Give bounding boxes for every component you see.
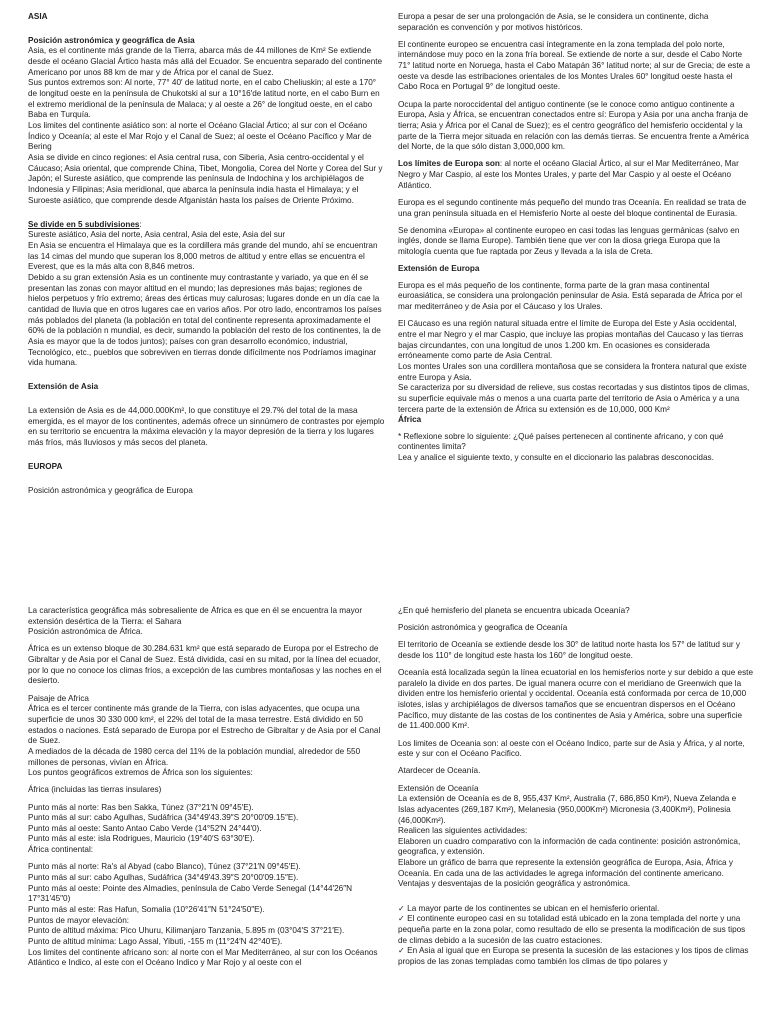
heading-extension-europa: Extensión de Europa bbox=[398, 264, 480, 274]
paragraph: El continente europeo se encuentra casi íntegramente en la zona templada del polo norte, internándose muy poco en la zona fría boreal. Se extiende de norte a sur, desde el Cabo Norte 71° latitud norte en Noruega, hasta el Cabo Matapán 36° latitud norte; al sur de Grecia; de este a oeste va desde las estribaciones orientales de los Montes Urales 60° longitud oeste hasta el Cabo Roca en Portugal 9° de longitud oeste. bbox=[398, 39, 750, 92]
paragraph: Los puntos geográficos extremos de África son los siguientes: bbox=[28, 768, 253, 778]
subdivisiones-label: Se divide en 5 subdivisiones bbox=[28, 219, 140, 229]
paragraph: Posición astronómica y geografica de Oceanía bbox=[398, 623, 568, 633]
paragraph: Asia se divide en cinco regiones: el Asia central rusa, con Siberia, Asia centro-occidental y el Cáucaso; Asia oriental, que comprende China, Tibet, Mongolia, Corea del Norte y Corea del Sur y Japón; el Sureste asiático, que comprende las península de Indochina y los archipiélagos de Indonesia y Filipinas; Asia meridional, que abarca la península india hasta el Himalaya; y el Suroeste asiático, que comprende desde Afganistán hasta los países de Oriente Próximo. bbox=[28, 152, 383, 205]
column-asia bbox=[28, 12, 385, 590]
list-item: Puntos de mayor elevación: bbox=[28, 915, 130, 925]
paragraph: Los limites de Oceania son: al oeste con el Océano Indico, parte sur de Asia y África, y al norte, este y sur con el Océano Pacifico. bbox=[398, 738, 745, 759]
list-item: Punto de altitud mínima: Lago Assal, Yibuti, -155 m (11°24′N 42°40′E). bbox=[28, 936, 283, 946]
list-item: Elabore un gráfico de barra que represente la extensión geográfica de Europa, Asia, África y Oceanía. En cada una de las actividades le agrega información del continente americano. bbox=[398, 858, 733, 878]
paragraph: El territorio de Oceanía se extiende desde los 30° de latitud norte hasta los 57° de latitud sur y desde los 110° de longitud este hasta los 160° de longitud oeste. bbox=[398, 640, 740, 660]
list-item: Punto más al este: Ras Hafun, Somalia (10°26′41″N 51°24′50″E). bbox=[28, 904, 265, 914]
list-item: Punto más al este: isla Rodrigues, Mauricio (19°40′S 63°30′E). bbox=[28, 834, 255, 844]
paragraph: Los limites del continente africano son: al norte con el Mar Mediterráneo, al sur con los Océanos Atlántico e Indico, al este con el Océano Indico y Mar Rojo y al oeste con el bbox=[28, 947, 378, 968]
paragraph: Atardecer de Oceanía. bbox=[398, 766, 481, 776]
list-item: Punto más al norte: Ra's al Abyad (cabo Blanco), Túnez (37°21′N 09°45′E). bbox=[28, 862, 301, 872]
paragraph: África es el tercer continente más grande de la Tierra, con islas adyacentes, que ocupa una superficie de unos 30 330 000 km², el 22% del total de la masa terrestre. Está dividido en 50 estados o naciones. Está separado de Europa por el Estrecho de Gibraltar y de Asia por el Canal de Suez. bbox=[28, 704, 381, 746]
list-item: Punto más al oeste: Santo Antao Cabo Verde (14°52′N 24°44′0). bbox=[28, 823, 262, 833]
paragraph: Se caracteriza por su diversidad de relieve, sus costas recortadas y sus distintos tipos de climas, su superficie equivale más o menos a una cuarta parte del territorio de Asia o América y a una tercera parte de la extensión de África su extensión es de 10,000, 000 Km² bbox=[398, 383, 750, 414]
paragraph: Asia, es el continente más grande de la Tierra, abarca más de 44 millones de Km² Se extiende desde el océano Glacial Ártico hasta más allá del Ecuador. Se encuentra separado del continente Americano por unos 88 km de mar y de África por el canal de Suez. bbox=[28, 46, 383, 77]
paragraph: La característica geográfica más sobresaliente de África es que en él se encuentra la mayor extensión desértica de la Tierra: el Sahara bbox=[28, 606, 363, 626]
check-item: ✓ El continente europeo casi en su totalidad está ubicado en la zona templada del norte y una pequeña parte en la zona polar, como resultado de ello se presenta la modificación de sus tipos de climas debido a la sucesión de las cuatro estaciones. bbox=[398, 914, 746, 945]
column-europa bbox=[398, 12, 750, 590]
paragraph: Europa es el segundo continente más pequeño del mundo tras Oceanía. En realidad se trata de una gran península situada en el Hemisferio Norte al oeste del bloque continental de Eurasia. bbox=[398, 197, 747, 218]
paragraph: Sureste asiático, Asia del norte, Asia central, Asia del este, Asia del sur bbox=[28, 230, 286, 240]
list-item: Punto más al sur: cabo Agulhas, Sudáfrica (34°49′43.39″S 20°00′09.15″E). bbox=[28, 813, 299, 823]
paragraph: El Cáucaso es una región natural situada entre el límite de Europa del Este y Asia occidental, entre el mar Negro y el mar Caspio, que incluye las propias montañas del Caucaso y las tierras bajas circundantes, con una longitud de unos 1.200 km. En ocasiones es considerada erróneamente como parte de Asia Central. bbox=[398, 319, 744, 361]
paragraph: Posición astronómica de África. bbox=[28, 627, 143, 637]
limites-europa-text: : al norte el océano Glacial Ártico, al sur el Mar Mediterráneo, Mar Negro y Mar Caspio, al este los Montes Urales, y parte del Mar Caspio y al oeste el Océano Atlántico. bbox=[398, 159, 739, 190]
paragraph: Paisaje de Africa bbox=[28, 693, 89, 703]
section-heading-europa: EUROPA bbox=[28, 462, 63, 472]
list-item: Punto más al norte: Ras ben Sakka, Túnez (37°21′N 09°45′E). bbox=[28, 802, 254, 812]
paragraph: Oceanía está localizada según la línea ecuatorial en los hemisferios norte y sur debido a que este paralelo la divide en dos partes. De igual manera ocurre con el meridiano de Greenwich que la dividen entre los hemisferio oriental y occidental. Oceanía está conformada por cerca de 10,000 islotes, islas y archipiélagos de diversos tamaños que se encuentran dispersos en el Océano Pacífico, muy distante de las costas de los continentes de Asia y América, sobre una superficie de 11.400.000 Km². bbox=[398, 668, 753, 731]
paragraph: Lea y analice el siguiente texto, y consulte en el diccionario las palabras desconocidas. bbox=[398, 453, 714, 463]
list-item: Punto más al sur: cabo Agulhas, Sudáfrica (34°49′43.39″S 20°00′09.15″E). bbox=[28, 872, 299, 882]
paragraph: Los limites del continente asiático son: al norte el Océano Glacial Ártico; al sur con el Océano Índico y Oceanía; al este el Mar Rojo y el Canal de Suez; al oeste el Océano Pacífico y Mar de Bering bbox=[28, 120, 372, 152]
paragraph: Europa es el más pequeño de los continente, forma parte de la gran masa continental euroasiática, se considera una prolongación peninsular de Asia. Está separada de África por el mar mediterráneo y de Asia por el Cáucaso y los Urales. bbox=[398, 280, 743, 312]
check-item: ✓ La mayor parte de los continentes se ubican en el hemisferio oriental. bbox=[398, 903, 660, 913]
column-africa bbox=[28, 606, 385, 1024]
paragraph: Ocupa la parte noroccidental del antiguo continente (se le conoce como antiguo continente a Europa, Asia y África, se encuentran conectados entre sí: Europa y Asia por una ancha franja de tierra; Asia y África por el Canal de Suez); es el centro geográfico del hemisferio occidental y la parte de la Tierra mejor situada en relación con las demás tierras. Se encuentra frente a América del Norte, de la que sólo distan 3,000,000 km. bbox=[398, 99, 749, 152]
paragraph: África continental: bbox=[28, 845, 94, 855]
list-item: Ventajas y desventajas de la posición geográfica y astronómica. bbox=[398, 879, 631, 889]
paragraph: Debido a su gran extensión Asia es un continente muy contrastante y variado, ya que en él se presentan las zonas con mayor altitud en el mundo; las depresiones más bajas; regiones de hielos perpetuos y frío extremo; áreas des érticas muy calurosas; lugares donde en un día cae la cantidad de lluvia que en otros lugares cae en varios años. Por otro lado, encontramos los países más poblados del planeta (la población en total del continente representa aproximadamente el 60% de la población n mundial, es decir, sumando la población del resto de los continentes, la de Asia es mayor que la de todos juntos); países con gran desarrollo económico, industrial, Tecnológico, etc., pueblos que sobreviven en tierras donde difícilmente nos Podríamos imaginar vida humana. bbox=[28, 272, 382, 368]
paragraph: Extensión de Oceanía bbox=[398, 783, 479, 793]
paragraph-limites-europa bbox=[398, 159, 750, 191]
paragraph: África es un extenso bloque de 30.284.631 km² que está separado de Europa por el Estrecho de Gibraltar y de Asia por el Canal de Suez. Está dividida, casi en su mitad, por la línea del ecuador, por lo que no conoce los climas fríos, a excepción de las cumbres montañosas y las noches en el desierto. bbox=[28, 644, 382, 686]
paragraph: Realicen las siguientes actividades: bbox=[398, 826, 528, 836]
paragraph: Posición astronómica y geográfica de Europa bbox=[28, 485, 193, 495]
paragraph: Se denomina «Europa» al continente europeo en casi todas las lenguas germánicas (salvo en inglés, donde se llama Europe). También tiene que ver con la diosa griega Europa que la mitología cuenta que fue raptada por Zeus y llevada a la isla de Creta. bbox=[398, 225, 740, 256]
list-item: Punto de altitud máxima: Pico Uhuru, Kilimanjaro Tanzania, 5.895 m (03°04′S 37°21′E). bbox=[28, 926, 345, 936]
paragraph: * Reflexione sobre lo siguiente: ¿Qué países pertenecen al continente africano, y con qué continentes limita? bbox=[398, 431, 724, 452]
paragraph: ¿En qué hemisferio del planeta se encuentra ubicada Oceanía? bbox=[398, 606, 630, 615]
heading-subdivisiones bbox=[28, 220, 385, 231]
heading-extension-asia: Extensión de Asia bbox=[28, 382, 99, 392]
list-item: Elaboren un cuadro comparativo con la información de cada continente: posición astronómica, geografica, y extensión. bbox=[398, 836, 741, 857]
column-oceania bbox=[398, 606, 753, 1024]
paragraph: A mediados de la década de 1980 cerca del 11% de la población mundial, alrededor de 550 millones de personas, vivían en África. bbox=[28, 746, 361, 767]
list-item: Punto más al oeste: Pointe des Almadies, península de Cabo Verde Senegal (14°44′26″N 17°31′45″0) bbox=[28, 883, 353, 904]
paragraph: Europa a pesar de ser una prolongación de Asia, se le considera un continente, dicha separación es convención y por motivos históricos. bbox=[398, 12, 709, 32]
section-heading-africa: África bbox=[398, 415, 422, 425]
paragraph: En Asia se encuentra el Himalaya que es la cordillera más grande del mundo, ahí se encuentran las 14 cimas del mundo que superan los 8,000 metros de altitud y entre ellas se encuentra el Everest, que es la más alta con 8,846 metros. bbox=[28, 240, 378, 272]
paragraph: África (incluidas las tierras insulares) bbox=[28, 785, 162, 795]
paragraph: Los montes Urales son una cordillera montañosa que se considera la frontera natural que existe entre Europa y Asia. bbox=[398, 361, 747, 382]
check-item: ✓ En Asia al igual que en Europa se presenta la sucesión de las estaciones y los tipos de climas propios de las zonas templadas como también los climas de tipo polares y bbox=[398, 946, 749, 966]
paragraph: Sus puntos extremos son: Al norte, 77° 40′ de latitud norte, en el cabo Cheliuskin; al este a 170° de longitud oeste en la península de Chukotski al sur a 10°16′de latitud norte, en el cabo Burn en el extremo meridional de la península de Malaca; y al oeste a 26° de longitud oeste, en el cabo Baba en Turquía. bbox=[28, 78, 380, 120]
section-heading-asia: ASIA bbox=[28, 12, 48, 21]
paragraph: La extensión de Asia es de 44,000.000Km², lo que constituye el 29.7% del total de la masa emergida, es el mayor de los continentes, además ofrece un sinnúmero de contrastes por ejemplo en su territorio se encuentra la máxima elevación y la mayor depresión de la tierra y los lugares más fríos, más lluviosos y más secos del planeta. bbox=[28, 406, 385, 447]
heading-posicion-asia: Posición astronómica y geográfica de Asia bbox=[28, 35, 195, 45]
paragraph: La extensión de Oceanía es de 8, 955,437 Km², Australia (7, 686,850 Km²), Nueva Zelanda e Islas adyacentes (269,187 Km²), Melanesia (950,000Km²) Micronesia (3,400Km²), Polinesia (46,000Km²). bbox=[398, 794, 737, 825]
limites-europa-label: Los límites de Europa son bbox=[398, 159, 500, 169]
subdivisiones-colon: : bbox=[139, 219, 142, 229]
